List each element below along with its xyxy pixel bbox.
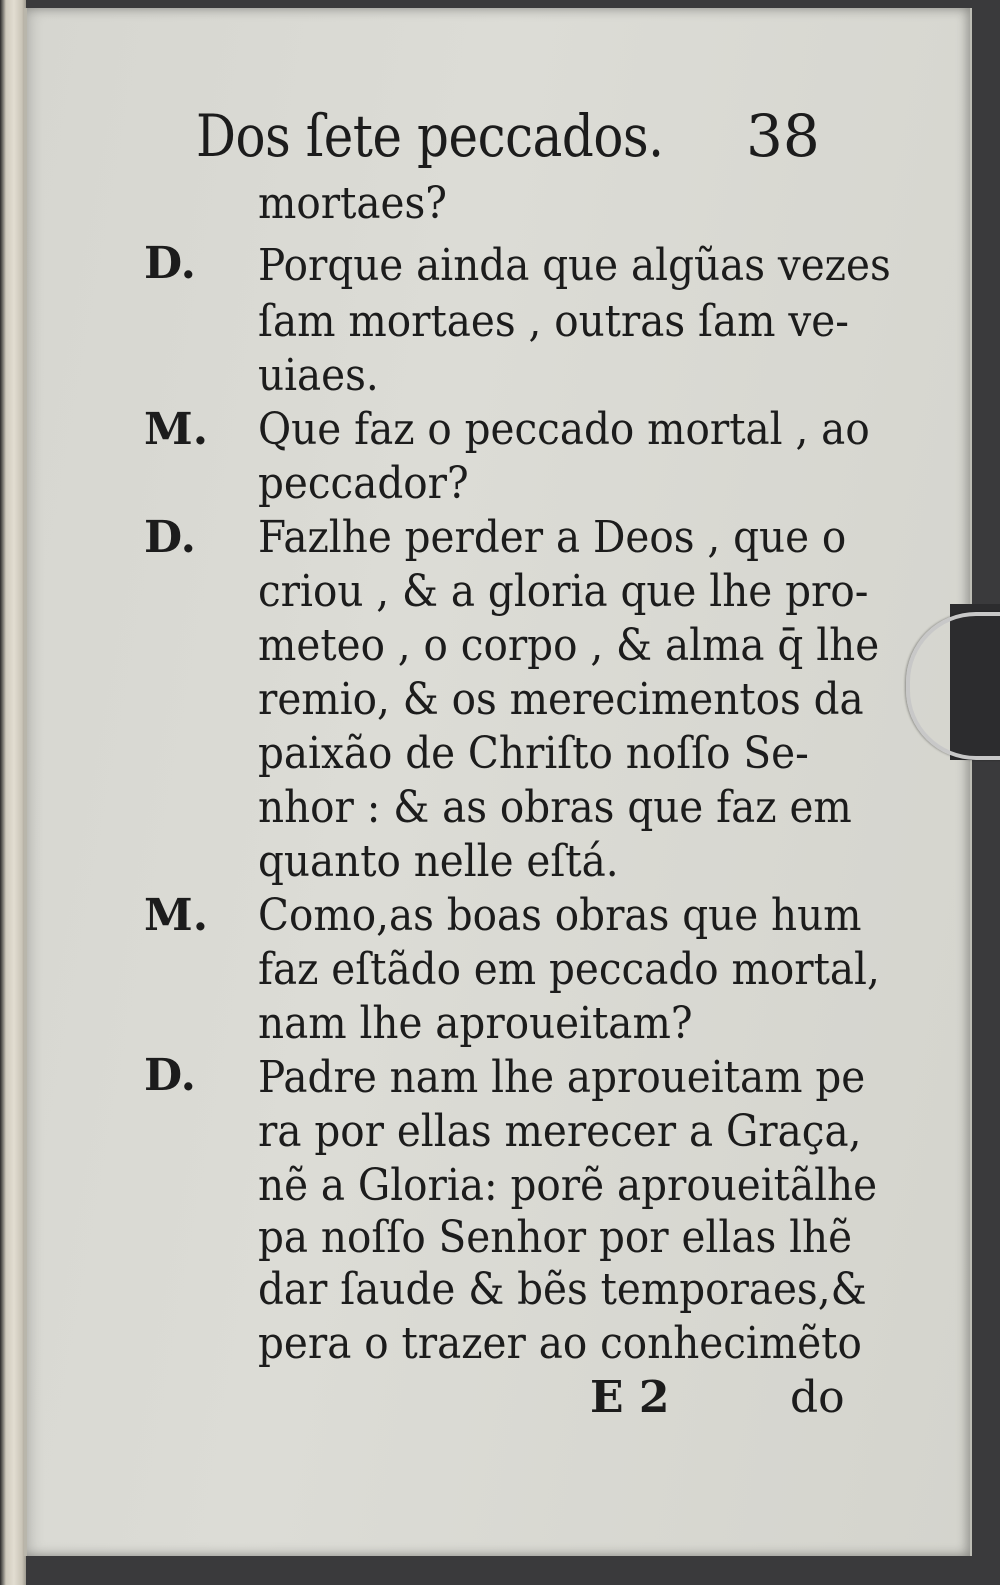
text-line: pera o trazer ao conhecimẽto (258, 1318, 862, 1369)
text-line: nhor : & as obras que faz em (258, 782, 852, 833)
speaker-label: M. (144, 404, 209, 455)
text-line: peccador? (258, 458, 469, 509)
speaker-label: M. (144, 890, 209, 941)
text-line: Fazlhe perder a Deos , que o (258, 512, 847, 563)
text-line: Que faz o peccado mortal , ao (258, 404, 870, 455)
text-line: dar ſaude & bẽs temporaes,& (258, 1264, 867, 1315)
text-line: paixão de Chriſto noſſo Se- (258, 728, 809, 779)
text-line: uiaes. (258, 350, 379, 401)
book-spine-edge (0, 0, 26, 1585)
signature-mark: E 2 (590, 1372, 670, 1423)
text-line: pa noſſo Senhor por ellas lhẽ (258, 1212, 853, 1263)
running-header-title: Dos ſete peccados. (196, 102, 664, 170)
text-line: faz eſtãdo em peccado mortal, (258, 944, 880, 995)
speaker-label: D. (144, 1050, 196, 1101)
text-line: mortaes? (258, 178, 447, 229)
text-line: quanto nelle eſtá. (258, 836, 619, 887)
speaker-label: D. (144, 512, 196, 563)
text-line: Porque ainda que algũas vezes (258, 240, 891, 291)
gutter-shadow (24, 8, 27, 1556)
text-line: ra por ellas merecer a Graça, (258, 1106, 862, 1157)
text-line: nam lhe aproueitam? (258, 998, 693, 1049)
text-line: criou , & a gloria que lhe pro- (258, 566, 869, 617)
text-line: remio, & os merecimentos da (258, 674, 864, 725)
text-line: Como,as boas obras que hum (258, 890, 862, 941)
catchword: do (790, 1372, 845, 1423)
text-line: ſam mortaes , outras ſam ve- (258, 296, 849, 347)
text-line: meteo , o corpo , & alma q̄ lhe (258, 620, 880, 671)
text-line: nẽ a Gloria: porẽ aproueitãlhe (258, 1160, 878, 1211)
page-number: 38 (746, 102, 820, 170)
text-line: Padre nam lhe aproueitam pe (258, 1052, 866, 1103)
speaker-label: D. (144, 238, 196, 289)
